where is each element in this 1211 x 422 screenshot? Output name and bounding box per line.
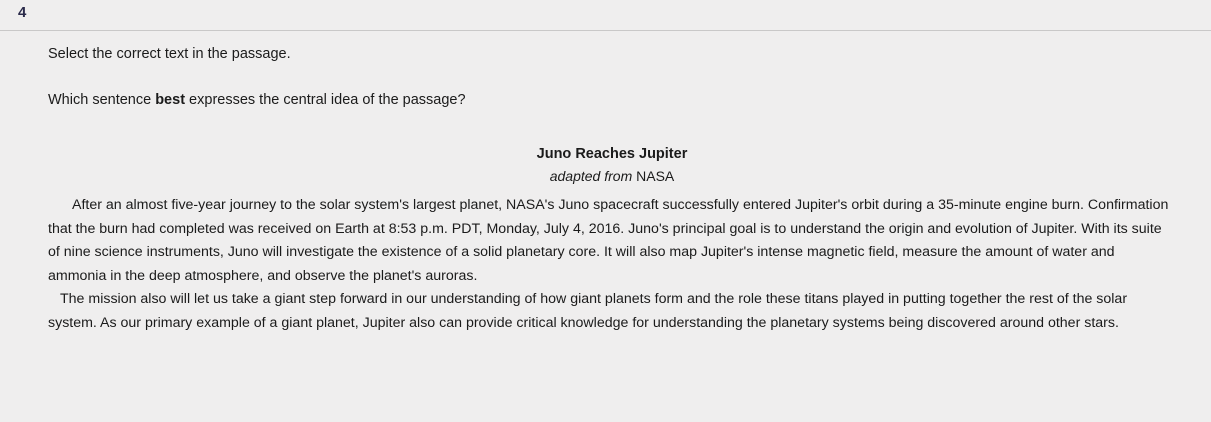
passage-paragraph-2[interactable]: The mission also will let us take a giant step forward in our understanding of how giant planets form and the role these titans played in putting together the rest of the solar system. As our primary example of a giant planet, Jupiter also can provide critical knowledge for understanding the planetary systems being discovered around other stars. <box>48 291 1128 331</box>
passage-title: Juno Reaches Jupiter <box>536 146 688 162</box>
passage-source-adapted: adapted from <box>549 168 633 184</box>
header-divider <box>0 30 1211 31</box>
prompt-emphasis: best <box>155 92 186 108</box>
prompt-text-after: expresses the central idea of the passage? <box>185 92 466 108</box>
passage-source <box>48 166 1176 186</box>
instruction-text: Select the correct text in the passage. <box>48 46 291 62</box>
passage-body[interactable] <box>48 194 1176 335</box>
question-prompt <box>48 90 1176 110</box>
prompt-text-before: Which sentence <box>48 92 156 108</box>
question-content <box>48 44 1176 335</box>
passage-paragraph-1[interactable]: After an almost five-year journey to the solar system's largest planet, NASA's Juno spacecraft successfully entered Jupiter's orbit during a 35-minute engine burn. Confirmation that the burn had completed was received on Earth at 8:53 p.m. PDT, Monday, July 4, 2016. Juno's principal goal is to understand the origin and evolution of Jupiter. With its suite of nine science instruments, Juno will investigate the existence of a solid planetary core. It will also map Jupiter's intense magnetic field, measure the amount of water and ammonia in the deep atmosphere, and observe the planet's auroras. <box>48 197 1169 284</box>
question-number: 4 <box>18 4 27 21</box>
passage-source-name: NASA <box>636 168 675 184</box>
